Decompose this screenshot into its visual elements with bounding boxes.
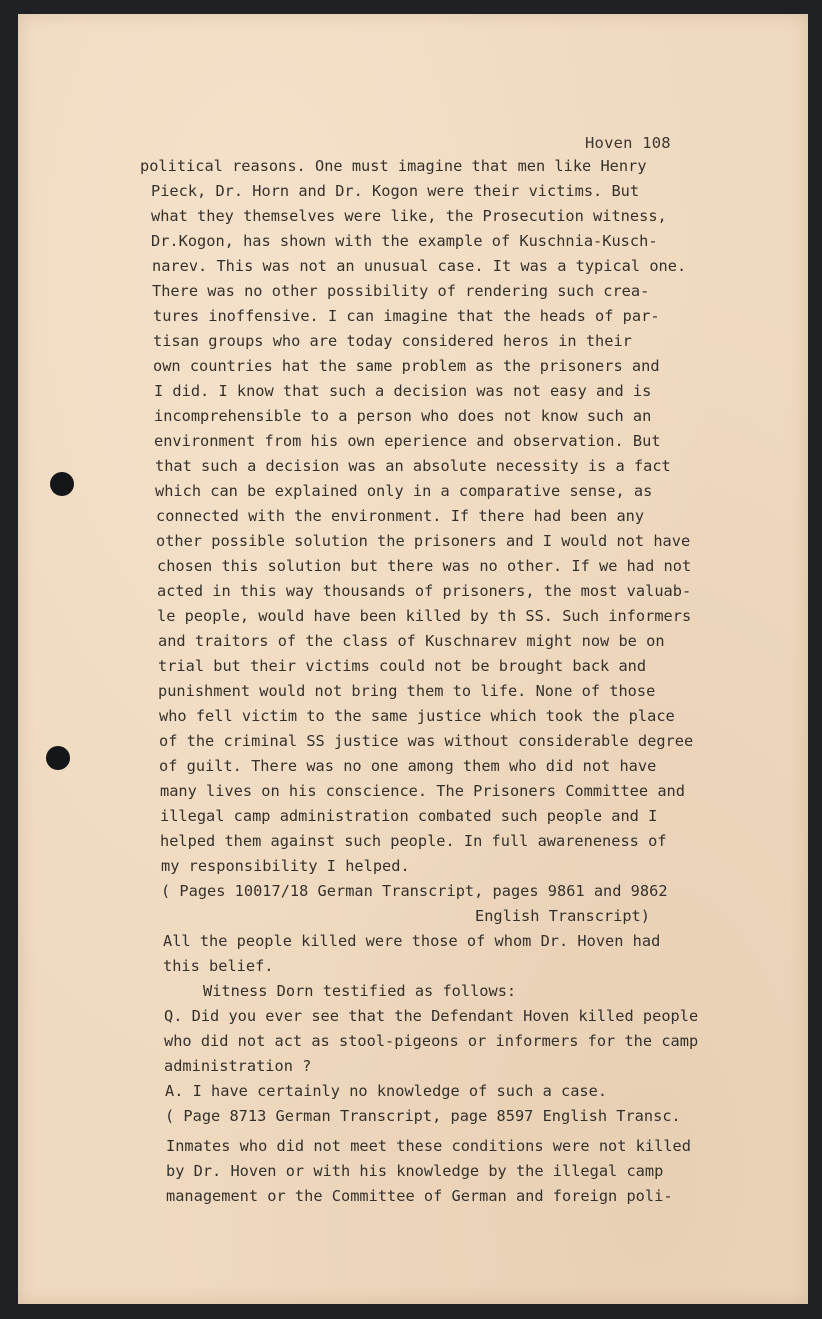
citation-line: ( Page 8713 German Transcript, page 8597 English Transc.: [165, 1107, 681, 1125]
text-line: Dr.Kogon, has shown with the example of Kuschnia-Kusch-: [151, 232, 658, 250]
text-line: trial but their victims could not be brought back and: [158, 657, 647, 675]
text-line: helped them against such people. In full awareneness of: [160, 832, 667, 850]
text-line: that such a decision was an absolute necessity is a fact: [155, 457, 671, 475]
text-line: of the criminal SS justice was without considerable degree: [159, 732, 694, 750]
text-line: le people, would have been killed by th SS. Such informers: [157, 607, 692, 625]
text-line: and traitors of the class of Kuschnarev might now be on: [158, 632, 665, 650]
question-line: administration ?: [164, 1057, 312, 1075]
text-line: environment from his own eperience and observation. But: [154, 432, 661, 450]
text-line: political reasons. One must imagine that men like Henry: [140, 157, 647, 175]
body-text: [18, 14, 808, 1304]
text-line: tures inoffensive. I can imagine that the heads of par-: [153, 307, 660, 325]
question-line: Q. Did you ever see that the Defendant Hoven killed people: [164, 1007, 699, 1025]
text-line: Inmates who did not meet these conditions were not killed: [166, 1137, 691, 1155]
text-line: I did. I know that such a decision was not easy and is: [154, 382, 652, 400]
text-line: acted in this way thousands of prisoners, the most valuab-: [157, 582, 692, 600]
text-line: by Dr. Hoven or with his knowledge by the illegal camp: [166, 1162, 664, 1180]
text-line: who fell victim to the same justice which took the place: [159, 707, 675, 725]
text-line: All the people killed were those of whom Dr. Hoven had: [163, 932, 661, 950]
text-line: Pieck, Dr. Horn and Dr. Kogon were their victims. But: [151, 182, 640, 200]
text-line: chosen this solution but there was no other. If we had not: [157, 557, 692, 575]
text-line: management or the Committee of German and foreign poli-: [166, 1187, 673, 1205]
text-line: Witness Dorn testified as follows:: [203, 982, 517, 1000]
text-line: punishment would not bring them to life. None of those: [158, 682, 656, 700]
text-line: There was no other possibility of rendering such crea-: [152, 282, 650, 300]
text-line: illegal camp administration combated such people and I: [160, 807, 658, 825]
text-line: tisan groups who are today considered heros in their: [153, 332, 632, 350]
text-line: my responsibility I helped.: [161, 857, 410, 875]
text-line: narev. This was not an unusual case. It was a typical one.: [152, 257, 687, 275]
text-line: which can be explained only in a comparative sense, as: [155, 482, 653, 500]
text-line: many lives on his conscience. The Prisoners Committee and: [160, 782, 685, 800]
text-line: other possible solution the prisoners and I would not have: [156, 532, 691, 550]
citation-line: English Transcript): [475, 907, 650, 925]
document-page: [18, 14, 808, 1304]
citation-line: ( Pages 10017/18 German Transcript, pages 9861 and 9862: [161, 882, 668, 900]
answer-line: A. I have certainly no knowledge of such a case.: [165, 1082, 608, 1100]
text-line: connected with the environment. If there had been any: [156, 507, 645, 525]
text-line: incomprehensible to a person who does not know such an: [154, 407, 652, 425]
page-header: Hoven 108: [585, 134, 671, 152]
text-line: this belief.: [163, 957, 274, 975]
text-line: of guilt. There was no one among them who did not have: [159, 757, 657, 775]
question-line: who did not act as stool-pigeons or informers for the camp: [164, 1032, 699, 1050]
text-line: what they themselves were like, the Prosecution witness,: [151, 207, 667, 225]
text-line: own countries hat the same problem as the prisoners and: [153, 357, 660, 375]
